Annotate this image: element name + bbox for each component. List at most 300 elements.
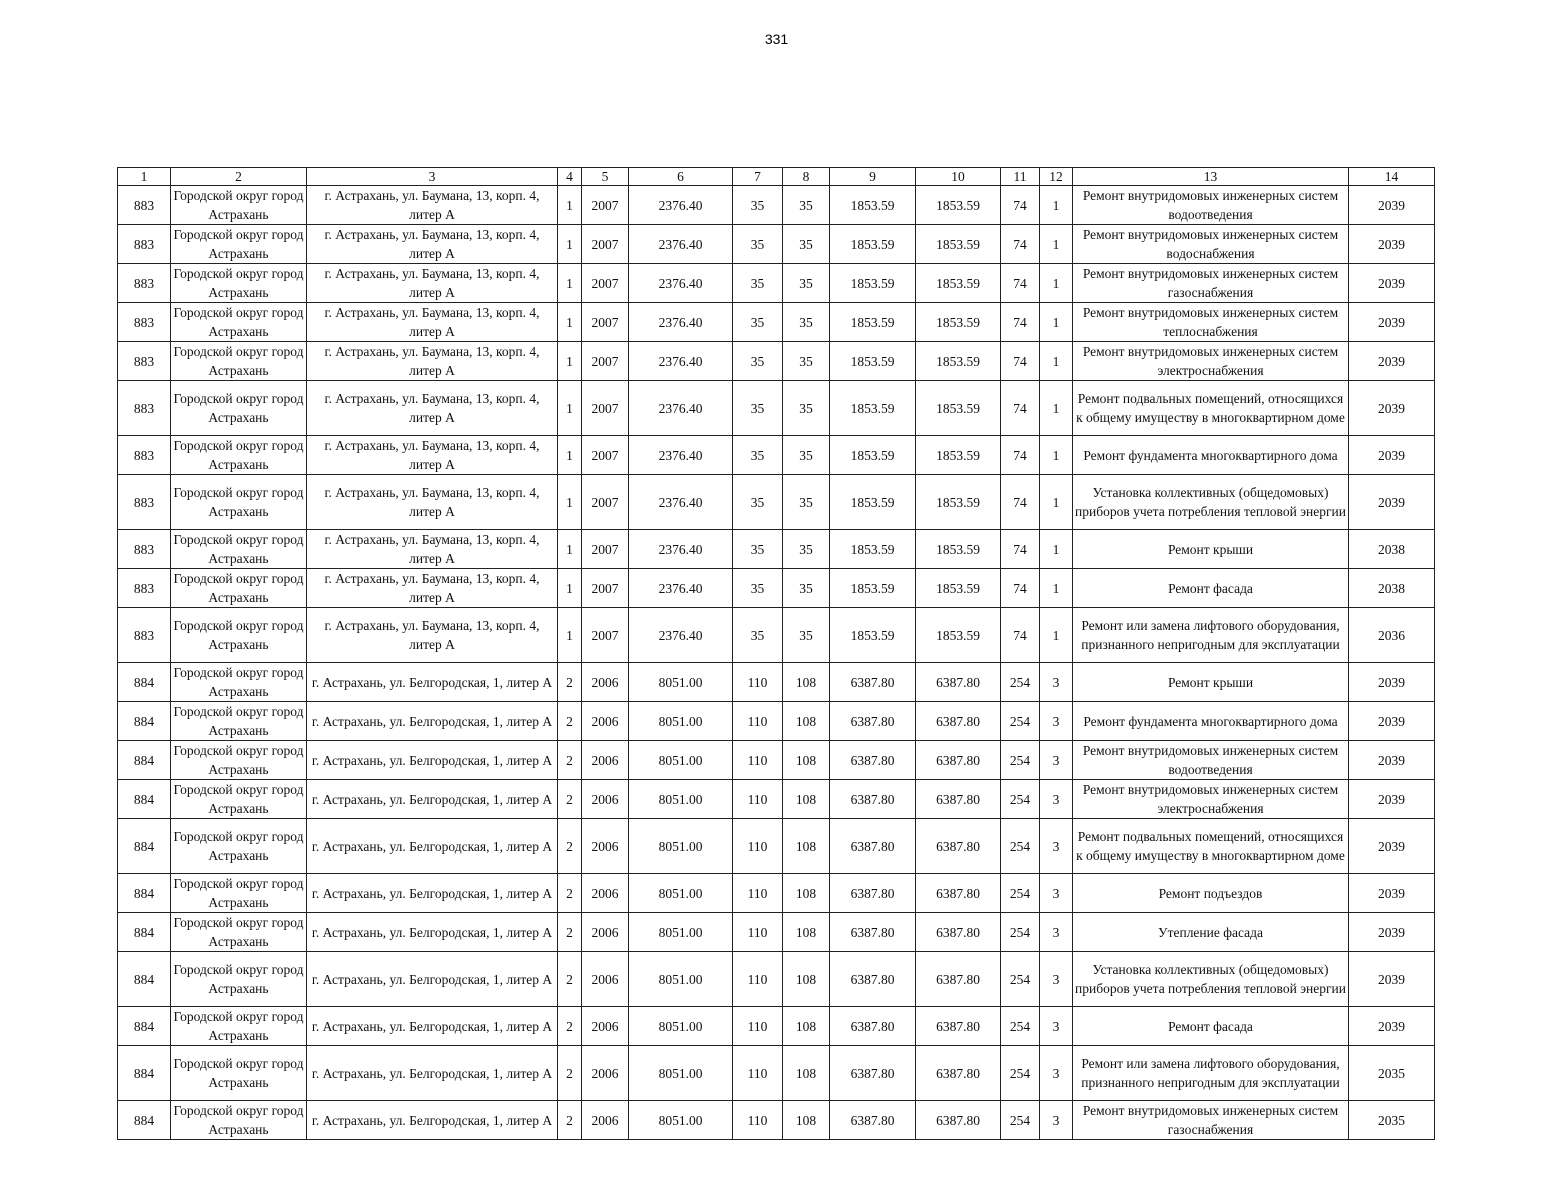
municipality-cell: Городской округ город Астрахань — [171, 342, 307, 381]
col10-cell: 6387.80 — [916, 741, 1001, 780]
address-cell: г. Астрахань, ул. Баумана, 13, корп. 4, литер А — [307, 569, 558, 608]
municipality-cell: Городской округ город Астрахань — [171, 702, 307, 741]
municipality-cell: Городской округ город Астрахань — [171, 741, 307, 780]
column-header: 10 — [916, 168, 1001, 186]
col8-cell: 108 — [783, 663, 830, 702]
table-row — [118, 1007, 1435, 1046]
work-type-cell: Ремонт или замена лифтового оборудования, признанного непригодным для эксплуатации — [1073, 608, 1349, 663]
year-cell: 2006 — [582, 1101, 629, 1140]
col7-cell: 35 — [733, 264, 783, 303]
col4-cell: 1 — [558, 342, 582, 381]
year-cell: 2006 — [582, 702, 629, 741]
col4-cell: 2 — [558, 1007, 582, 1046]
year-cell: 2007 — [582, 608, 629, 663]
col4-cell: 2 — [558, 702, 582, 741]
col4-cell: 1 — [558, 303, 582, 342]
table-row — [118, 952, 1435, 1007]
col8-cell: 108 — [783, 913, 830, 952]
planned-year-cell: 2035 — [1349, 1101, 1435, 1140]
municipality-cell: Городской округ город Астрахань — [171, 530, 307, 569]
planned-year-cell: 2039 — [1349, 741, 1435, 780]
address-cell: г. Астрахань, ул. Баумана, 13, корп. 4, литер А — [307, 264, 558, 303]
planned-year-cell: 2038 — [1349, 569, 1435, 608]
col11-cell: 74 — [1001, 264, 1040, 303]
col7-cell: 35 — [733, 381, 783, 436]
planned-year-cell: 2039 — [1349, 780, 1435, 819]
row-number-cell: 884 — [118, 1007, 171, 1046]
planned-year-cell: 2039 — [1349, 1007, 1435, 1046]
col7-cell: 110 — [733, 913, 783, 952]
address-cell: г. Астрахань, ул. Баумана, 13, корп. 4, литер А — [307, 608, 558, 663]
table-row — [118, 780, 1435, 819]
col4-cell: 2 — [558, 819, 582, 874]
col9-cell: 6387.80 — [830, 819, 916, 874]
planned-year-cell: 2035 — [1349, 1046, 1435, 1101]
address-cell: г. Астрахань, ул. Белгородская, 1, литер А — [307, 952, 558, 1007]
planned-year-cell: 2039 — [1349, 342, 1435, 381]
column-header: 11 — [1001, 168, 1040, 186]
col11-cell: 254 — [1001, 1101, 1040, 1140]
total-area-cell: 8051.00 — [629, 1101, 733, 1140]
col11-cell: 254 — [1001, 913, 1040, 952]
total-area-cell: 8051.00 — [629, 663, 733, 702]
col9-cell: 1853.59 — [830, 303, 916, 342]
column-header: 12 — [1040, 168, 1073, 186]
municipality-cell: Городской округ город Астрахань — [171, 264, 307, 303]
col12-cell: 1 — [1040, 436, 1073, 475]
year-cell: 2006 — [582, 874, 629, 913]
col9-cell: 1853.59 — [830, 342, 916, 381]
col8-cell: 35 — [783, 303, 830, 342]
col7-cell: 35 — [733, 475, 783, 530]
col10-cell: 1853.59 — [916, 186, 1001, 225]
table-row — [118, 1046, 1435, 1101]
table-row — [118, 1101, 1435, 1140]
col10-cell: 1853.59 — [916, 264, 1001, 303]
col10-cell: 6387.80 — [916, 913, 1001, 952]
col4-cell: 1 — [558, 186, 582, 225]
planned-year-cell: 2036 — [1349, 608, 1435, 663]
row-number-cell: 883 — [118, 569, 171, 608]
address-cell: г. Астрахань, ул. Баумана, 13, корп. 4, литер А — [307, 303, 558, 342]
total-area-cell: 8051.00 — [629, 1046, 733, 1101]
row-number-cell: 884 — [118, 819, 171, 874]
address-cell: г. Астрахань, ул. Баумана, 13, корп. 4, литер А — [307, 381, 558, 436]
col7-cell: 110 — [733, 874, 783, 913]
column-header: 8 — [783, 168, 830, 186]
col9-cell: 6387.80 — [830, 663, 916, 702]
row-number-cell: 884 — [118, 702, 171, 741]
col10-cell: 1853.59 — [916, 608, 1001, 663]
table-body — [118, 186, 1435, 1140]
row-number-cell: 883 — [118, 530, 171, 569]
col11-cell: 254 — [1001, 874, 1040, 913]
address-cell: г. Астрахань, ул. Баумана, 13, корп. 4, литер А — [307, 342, 558, 381]
column-header: 9 — [830, 168, 916, 186]
col10-cell: 6387.80 — [916, 663, 1001, 702]
col8-cell: 35 — [783, 381, 830, 436]
municipality-cell: Городской округ город Астрахань — [171, 436, 307, 475]
col12-cell: 3 — [1040, 1007, 1073, 1046]
col12-cell: 3 — [1040, 702, 1073, 741]
column-header: 1 — [118, 168, 171, 186]
address-cell: г. Астрахань, ул. Белгородская, 1, литер А — [307, 702, 558, 741]
work-type-cell: Ремонт внутридомовых инженерных систем газоснабжения — [1073, 1101, 1349, 1140]
col8-cell: 108 — [783, 874, 830, 913]
col9-cell: 6387.80 — [830, 1046, 916, 1101]
work-type-cell: Установка коллективных (общедомовых) приборов учета потребления тепловой энергии — [1073, 475, 1349, 530]
total-area-cell: 2376.40 — [629, 569, 733, 608]
col10-cell: 6387.80 — [916, 874, 1001, 913]
col10-cell: 1853.59 — [916, 342, 1001, 381]
col7-cell: 110 — [733, 702, 783, 741]
total-area-cell: 8051.00 — [629, 819, 733, 874]
column-header: 2 — [171, 168, 307, 186]
year-cell: 2007 — [582, 475, 629, 530]
work-type-cell: Ремонт подвальных помещений, относящихся к общему имуществу в многоквартирном доме — [1073, 381, 1349, 436]
year-cell: 2006 — [582, 913, 629, 952]
year-cell: 2007 — [582, 530, 629, 569]
col12-cell: 1 — [1040, 186, 1073, 225]
work-type-cell: Ремонт подвальных помещений, относящихся к общему имуществу в многоквартирном доме — [1073, 819, 1349, 874]
col12-cell: 1 — [1040, 475, 1073, 530]
col11-cell: 74 — [1001, 608, 1040, 663]
planned-year-cell: 2039 — [1349, 475, 1435, 530]
col9-cell: 6387.80 — [830, 702, 916, 741]
col7-cell: 35 — [733, 342, 783, 381]
address-cell: г. Астрахань, ул. Белгородская, 1, литер А — [307, 1007, 558, 1046]
col10-cell: 6387.80 — [916, 1046, 1001, 1101]
col12-cell: 3 — [1040, 1101, 1073, 1140]
col12-cell: 3 — [1040, 819, 1073, 874]
col11-cell: 254 — [1001, 780, 1040, 819]
table-row — [118, 663, 1435, 702]
col8-cell: 35 — [783, 225, 830, 264]
col8-cell: 35 — [783, 264, 830, 303]
col7-cell: 110 — [733, 1101, 783, 1140]
work-type-cell: Ремонт фасада — [1073, 1007, 1349, 1046]
col12-cell: 1 — [1040, 303, 1073, 342]
capital-repair-table — [117, 167, 1435, 1140]
col10-cell: 1853.59 — [916, 530, 1001, 569]
col9-cell: 6387.80 — [830, 874, 916, 913]
col4-cell: 2 — [558, 1046, 582, 1101]
col4-cell: 1 — [558, 569, 582, 608]
address-cell: г. Астрахань, ул. Белгородская, 1, литер А — [307, 819, 558, 874]
year-cell: 2006 — [582, 1046, 629, 1101]
total-area-cell: 2376.40 — [629, 225, 733, 264]
col8-cell: 35 — [783, 530, 830, 569]
col9-cell: 6387.80 — [830, 780, 916, 819]
table-row — [118, 475, 1435, 530]
table-row — [118, 436, 1435, 475]
year-cell: 2007 — [582, 186, 629, 225]
work-type-cell: Ремонт крыши — [1073, 663, 1349, 702]
col11-cell: 254 — [1001, 819, 1040, 874]
col7-cell: 110 — [733, 663, 783, 702]
col12-cell: 3 — [1040, 741, 1073, 780]
col12-cell: 1 — [1040, 264, 1073, 303]
year-cell: 2006 — [582, 819, 629, 874]
col10-cell: 6387.80 — [916, 1101, 1001, 1140]
col12-cell: 3 — [1040, 913, 1073, 952]
work-type-cell: Ремонт внутридомовых инженерных систем теплоснабжения — [1073, 303, 1349, 342]
col4-cell: 1 — [558, 436, 582, 475]
col4-cell: 2 — [558, 663, 582, 702]
table-row — [118, 874, 1435, 913]
planned-year-cell: 2039 — [1349, 303, 1435, 342]
table-row — [118, 225, 1435, 264]
col11-cell: 254 — [1001, 1046, 1040, 1101]
col8-cell: 108 — [783, 702, 830, 741]
col4-cell: 2 — [558, 913, 582, 952]
column-header: 7 — [733, 168, 783, 186]
row-number-cell: 884 — [118, 913, 171, 952]
work-type-cell: Ремонт внутридомовых инженерных систем электроснабжения — [1073, 780, 1349, 819]
table-row — [118, 608, 1435, 663]
col12-cell: 3 — [1040, 952, 1073, 1007]
planned-year-cell: 2039 — [1349, 874, 1435, 913]
work-type-cell: Утепление фасада — [1073, 913, 1349, 952]
table-row — [118, 186, 1435, 225]
col11-cell: 254 — [1001, 663, 1040, 702]
municipality-cell: Городской округ город Астрахань — [171, 225, 307, 264]
col8-cell: 35 — [783, 475, 830, 530]
municipality-cell: Городской округ город Астрахань — [171, 381, 307, 436]
row-number-cell: 884 — [118, 780, 171, 819]
year-cell: 2006 — [582, 741, 629, 780]
planned-year-cell: 2039 — [1349, 702, 1435, 741]
col9-cell: 6387.80 — [830, 1101, 916, 1140]
col12-cell: 1 — [1040, 569, 1073, 608]
col9-cell: 1853.59 — [830, 530, 916, 569]
col9-cell: 1853.59 — [830, 264, 916, 303]
year-cell: 2006 — [582, 780, 629, 819]
col8-cell: 35 — [783, 569, 830, 608]
work-type-cell: Ремонт фасада — [1073, 569, 1349, 608]
work-type-cell: Ремонт внутридомовых инженерных систем водоотведения — [1073, 741, 1349, 780]
col8-cell: 108 — [783, 741, 830, 780]
col7-cell: 35 — [733, 436, 783, 475]
row-number-cell: 883 — [118, 264, 171, 303]
total-area-cell: 2376.40 — [629, 381, 733, 436]
work-type-cell: Ремонт подъездов — [1073, 874, 1349, 913]
col11-cell: 254 — [1001, 952, 1040, 1007]
col11-cell: 74 — [1001, 186, 1040, 225]
header-row — [118, 168, 1435, 186]
work-type-cell: Ремонт фундамента многоквартирного дома — [1073, 436, 1349, 475]
col9-cell: 6387.80 — [830, 741, 916, 780]
col7-cell: 35 — [733, 225, 783, 264]
municipality-cell: Городской округ город Астрахань — [171, 186, 307, 225]
column-header: 5 — [582, 168, 629, 186]
col4-cell: 1 — [558, 225, 582, 264]
table-row — [118, 702, 1435, 741]
municipality-cell: Городской округ город Астрахань — [171, 475, 307, 530]
total-area-cell: 2376.40 — [629, 530, 733, 569]
municipality-cell: Городской округ город Астрахань — [171, 874, 307, 913]
col4-cell: 1 — [558, 475, 582, 530]
col10-cell: 6387.80 — [916, 1007, 1001, 1046]
row-number-cell: 884 — [118, 663, 171, 702]
address-cell: г. Астрахань, ул. Белгородская, 1, литер А — [307, 741, 558, 780]
year-cell: 2007 — [582, 264, 629, 303]
planned-year-cell: 2039 — [1349, 913, 1435, 952]
municipality-cell: Городской округ город Астрахань — [171, 1101, 307, 1140]
col4-cell: 1 — [558, 264, 582, 303]
table-row — [118, 741, 1435, 780]
row-number-cell: 883 — [118, 186, 171, 225]
address-cell: г. Астрахань, ул. Белгородская, 1, литер А — [307, 1046, 558, 1101]
row-number-cell: 883 — [118, 436, 171, 475]
municipality-cell: Городской округ город Астрахань — [171, 303, 307, 342]
row-number-cell: 884 — [118, 741, 171, 780]
planned-year-cell: 2039 — [1349, 819, 1435, 874]
col7-cell: 35 — [733, 186, 783, 225]
col8-cell: 35 — [783, 436, 830, 475]
col9-cell: 6387.80 — [830, 913, 916, 952]
municipality-cell: Городской округ город Астрахань — [171, 819, 307, 874]
work-type-cell: Ремонт крыши — [1073, 530, 1349, 569]
col9-cell: 1853.59 — [830, 569, 916, 608]
col8-cell: 108 — [783, 1046, 830, 1101]
col11-cell: 74 — [1001, 381, 1040, 436]
work-type-cell: Ремонт внутридомовых инженерных систем водоснабжения — [1073, 225, 1349, 264]
planned-year-cell: 2039 — [1349, 952, 1435, 1007]
col7-cell: 110 — [733, 819, 783, 874]
work-type-cell: Ремонт или замена лифтового оборудования, признанного непригодным для эксплуатации — [1073, 1046, 1349, 1101]
col12-cell: 1 — [1040, 608, 1073, 663]
total-area-cell: 8051.00 — [629, 741, 733, 780]
table-row — [118, 530, 1435, 569]
col10-cell: 6387.80 — [916, 819, 1001, 874]
col9-cell: 1853.59 — [830, 608, 916, 663]
col9-cell: 1853.59 — [830, 186, 916, 225]
row-number-cell: 883 — [118, 381, 171, 436]
address-cell: г. Астрахань, ул. Баумана, 13, корп. 4, литер А — [307, 475, 558, 530]
work-type-cell: Ремонт фундамента многоквартирного дома — [1073, 702, 1349, 741]
year-cell: 2007 — [582, 569, 629, 608]
col10-cell: 6387.80 — [916, 780, 1001, 819]
col10-cell: 6387.80 — [916, 702, 1001, 741]
col7-cell: 35 — [733, 569, 783, 608]
planned-year-cell: 2039 — [1349, 186, 1435, 225]
col10-cell: 1853.59 — [916, 303, 1001, 342]
year-cell: 2007 — [582, 225, 629, 264]
table-row — [118, 381, 1435, 436]
col9-cell: 6387.80 — [830, 1007, 916, 1046]
year-cell: 2006 — [582, 663, 629, 702]
municipality-cell: Городской округ город Астрахань — [171, 952, 307, 1007]
col11-cell: 74 — [1001, 303, 1040, 342]
col7-cell: 35 — [733, 303, 783, 342]
planned-year-cell: 2038 — [1349, 530, 1435, 569]
col8-cell: 35 — [783, 186, 830, 225]
col10-cell: 1853.59 — [916, 381, 1001, 436]
col8-cell: 35 — [783, 608, 830, 663]
col4-cell: 2 — [558, 952, 582, 1007]
column-header: 14 — [1349, 168, 1435, 186]
col8-cell: 108 — [783, 1101, 830, 1140]
table-row — [118, 264, 1435, 303]
page-number: 331 — [764, 31, 789, 47]
planned-year-cell: 2039 — [1349, 264, 1435, 303]
col12-cell: 3 — [1040, 874, 1073, 913]
col11-cell: 74 — [1001, 530, 1040, 569]
col11-cell: 74 — [1001, 569, 1040, 608]
table-row — [118, 913, 1435, 952]
row-number-cell: 883 — [118, 303, 171, 342]
col7-cell: 35 — [733, 608, 783, 663]
year-cell: 2007 — [582, 436, 629, 475]
col9-cell: 1853.59 — [830, 381, 916, 436]
col4-cell: 2 — [558, 780, 582, 819]
work-type-cell: Установка коллективных (общедомовых) приборов учета потребления тепловой энергии — [1073, 952, 1349, 1007]
col4-cell: 1 — [558, 381, 582, 436]
column-header: 6 — [629, 168, 733, 186]
address-cell: г. Астрахань, ул. Белгородская, 1, литер А — [307, 780, 558, 819]
table-row — [118, 342, 1435, 381]
col12-cell: 1 — [1040, 381, 1073, 436]
total-area-cell: 2376.40 — [629, 342, 733, 381]
planned-year-cell: 2039 — [1349, 381, 1435, 436]
col7-cell: 110 — [733, 1046, 783, 1101]
col11-cell: 254 — [1001, 702, 1040, 741]
municipality-cell: Городской округ город Астрахань — [171, 1046, 307, 1101]
total-area-cell: 8051.00 — [629, 1007, 733, 1046]
address-cell: г. Астрахань, ул. Баумана, 13, корп. 4, литер А — [307, 530, 558, 569]
year-cell: 2006 — [582, 952, 629, 1007]
column-header: 3 — [307, 168, 558, 186]
work-type-cell: Ремонт внутридомовых инженерных систем газоснабжения — [1073, 264, 1349, 303]
col12-cell: 1 — [1040, 342, 1073, 381]
address-cell: г. Астрахань, ул. Белгородская, 1, литер А — [307, 663, 558, 702]
col10-cell: 1853.59 — [916, 475, 1001, 530]
municipality-cell: Городской округ город Астрахань — [171, 608, 307, 663]
total-area-cell: 2376.40 — [629, 264, 733, 303]
work-type-cell: Ремонт внутридомовых инженерных систем водоотведения — [1073, 186, 1349, 225]
year-cell: 2007 — [582, 381, 629, 436]
table-row — [118, 303, 1435, 342]
col12-cell: 3 — [1040, 1046, 1073, 1101]
column-header: 13 — [1073, 168, 1349, 186]
municipality-cell: Городской округ город Астрахань — [171, 1007, 307, 1046]
municipality-cell: Городской округ город Астрахань — [171, 913, 307, 952]
total-area-cell: 2376.40 — [629, 436, 733, 475]
col7-cell: 110 — [733, 952, 783, 1007]
col9-cell: 6387.80 — [830, 952, 916, 1007]
col7-cell: 35 — [733, 530, 783, 569]
year-cell: 2007 — [582, 303, 629, 342]
col12-cell: 3 — [1040, 780, 1073, 819]
col4-cell: 2 — [558, 1101, 582, 1140]
address-cell: г. Астрахань, ул. Белгородская, 1, литер А — [307, 874, 558, 913]
planned-year-cell: 2039 — [1349, 663, 1435, 702]
municipality-cell: Городской округ город Астрахань — [171, 569, 307, 608]
address-cell: г. Астрахань, ул. Баумана, 13, корп. 4, литер А — [307, 186, 558, 225]
col4-cell: 2 — [558, 874, 582, 913]
col8-cell: 35 — [783, 342, 830, 381]
total-area-cell: 2376.40 — [629, 608, 733, 663]
col9-cell: 1853.59 — [830, 225, 916, 264]
total-area-cell: 8051.00 — [629, 952, 733, 1007]
col10-cell: 1853.59 — [916, 225, 1001, 264]
row-number-cell: 884 — [118, 1101, 171, 1140]
col9-cell: 1853.59 — [830, 475, 916, 530]
table-row — [118, 569, 1435, 608]
address-cell: г. Астрахань, ул. Белгородская, 1, литер А — [307, 1101, 558, 1140]
row-number-cell: 884 — [118, 1046, 171, 1101]
